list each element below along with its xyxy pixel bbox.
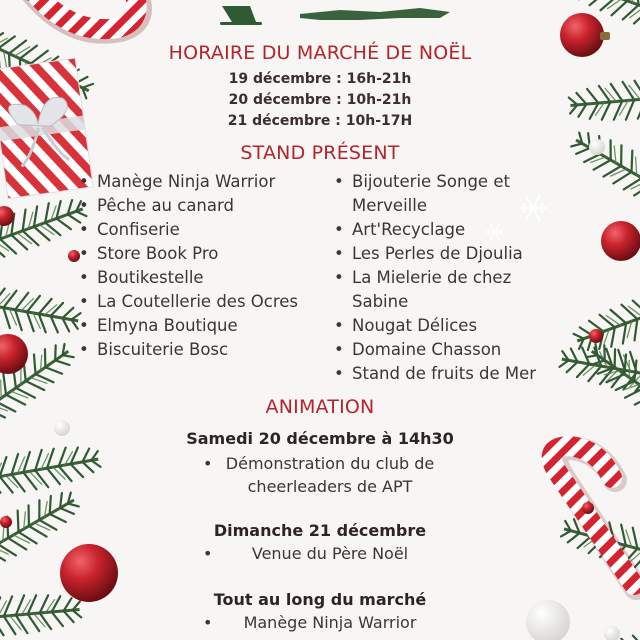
- list-item: • Art'Recyclage: [334, 218, 536, 242]
- bullet-marker: •: [203, 454, 213, 473]
- list-item: • Store Book Pro: [79, 242, 298, 266]
- animation-heading: ANIMATION: [265, 396, 375, 418]
- list-item-continuation: Merveille: [352, 196, 427, 215]
- list-item: • Biscuiterie Bosc: [79, 338, 298, 362]
- bullet-marker: •: [203, 544, 213, 563]
- list-item: • Stand de fruits de Mer: [334, 362, 536, 386]
- schedule-line-3: 21 décembre : 10h-17H: [227, 113, 413, 129]
- list-item: • Confiserie: [79, 218, 298, 242]
- list-item: • Domaine Chasson: [334, 338, 536, 362]
- animation-item: Venue du Père Noël: [251, 544, 409, 563]
- list-item: • La Coutellerie des Ocres: [79, 290, 298, 314]
- list-item: • Nougat Délices: [334, 314, 536, 338]
- bullet-marker: •: [203, 613, 213, 632]
- schedule-line-2: 20 décembre : 10h-21h: [228, 92, 412, 108]
- stands-list-right: [334, 170, 536, 386]
- list-item: • La Mielerie de chez: [334, 266, 536, 290]
- list-item-continuation: Sabine: [352, 292, 409, 311]
- animation-title-sunday: Dimanche 21 décembre: [213, 521, 427, 540]
- schedule-line-1: 19 décembre : 16h-21h: [228, 71, 412, 87]
- list-item: • Pêche au canard: [79, 194, 298, 218]
- poster-title: HORAIRE DU MARCHÉ DE NOËL: [168, 42, 472, 64]
- list-item: • Elmyna Boutique: [79, 314, 298, 338]
- animation-item: Démonstration du club de: [225, 454, 435, 473]
- list-item: • Les Perles de Djoulia: [334, 242, 536, 266]
- animation-item: Manège Ninja Warrior: [243, 613, 417, 632]
- animation-item-continuation: cheerleaders de APT: [247, 477, 413, 496]
- list-item: • Boutikestelle: [79, 266, 298, 290]
- stands-heading: STAND PRÉSENT: [240, 142, 400, 164]
- list-item: • Bijouterie Songe et: [334, 170, 536, 194]
- animation-title-saturday: Samedi 20 décembre à 14h30: [186, 429, 454, 448]
- stands-list-left: [79, 170, 298, 362]
- animation-title-all-market: Tout au long du marché: [213, 590, 427, 609]
- list-item: • Manège Ninja Warrior: [79, 170, 298, 194]
